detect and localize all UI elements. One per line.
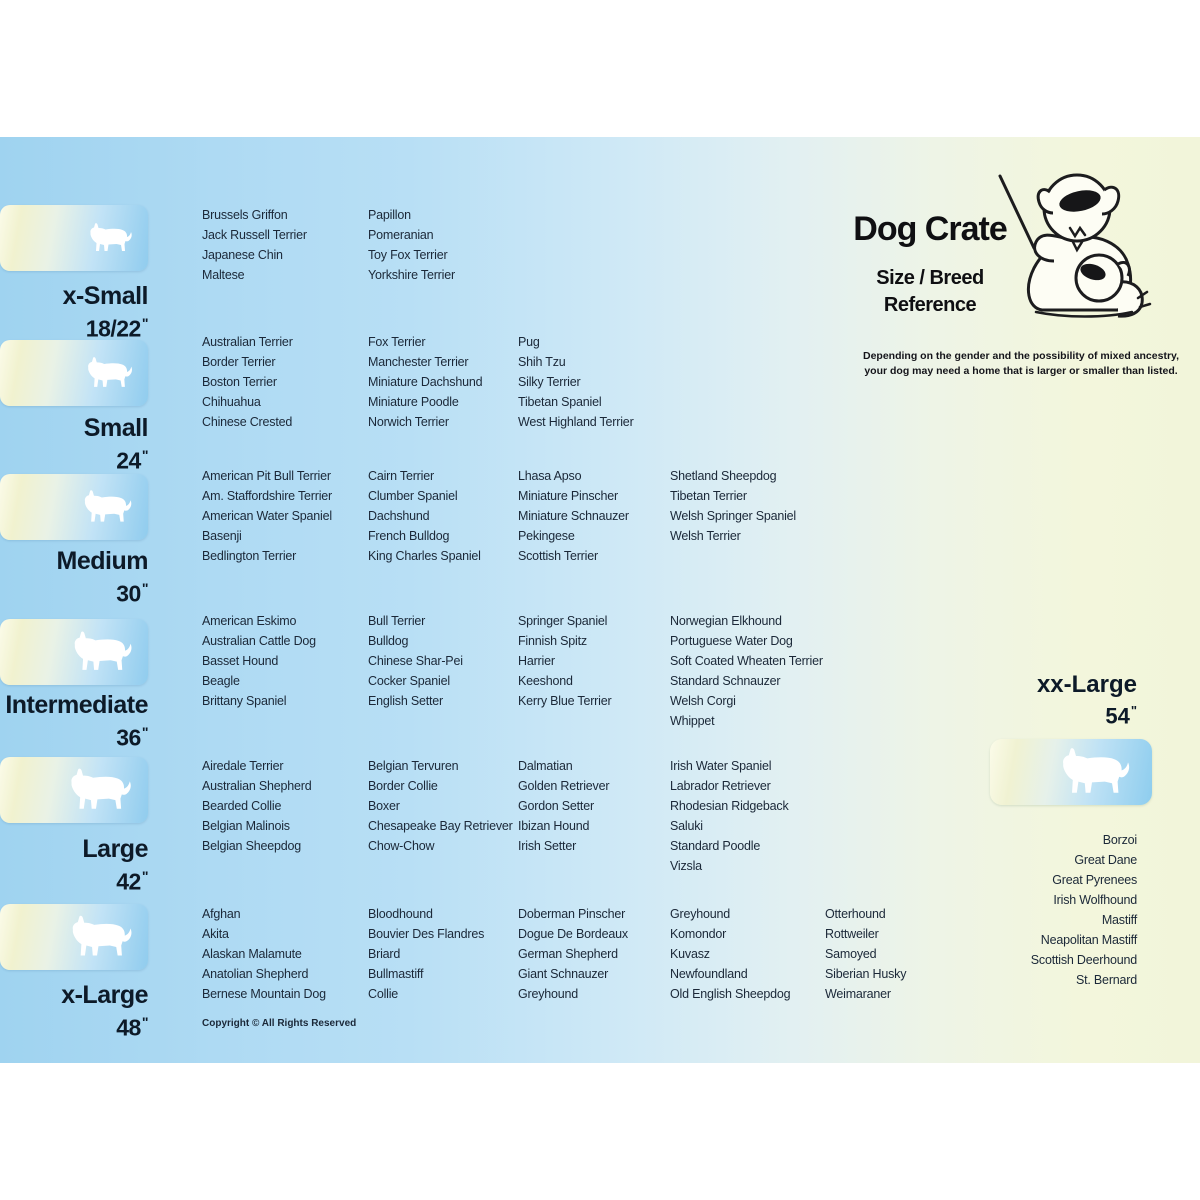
breed-item: Dogue De Bordeaux (518, 927, 628, 941)
size-dimension: 36" (116, 724, 148, 751)
breed-item: Otterhound (825, 907, 886, 921)
breed-column (368, 205, 514, 285)
breed-item: American Eskimo (202, 614, 297, 628)
size-label-xx-large (957, 672, 1137, 729)
breed-item: Standard Schnauzer (670, 674, 781, 688)
breed-item: Alaskan Malamute (202, 947, 302, 961)
breed-item: Old English Sheepdog (670, 987, 791, 1001)
breed-item: Australian Cattle Dog (202, 634, 316, 648)
page-subtitle-line1: Size / Breed (876, 267, 984, 289)
breed-item: Belgian Sheepdog (202, 839, 301, 853)
breed-item: Chesapeake Bay Retriever (368, 819, 513, 833)
breed-item: Miniature Poodle (368, 395, 459, 409)
breed-column (202, 904, 364, 1004)
breed-item: Siberian Husky (825, 967, 907, 981)
breed-item: Norwegian Elkhound (670, 614, 782, 628)
breed-item: Anatolian Shepherd (202, 967, 309, 981)
size-dimension: 54" (1105, 703, 1137, 729)
breed-item: Afghan (202, 907, 241, 921)
breed-item: Yorkshire Terrier (368, 268, 455, 282)
breed-item: Shih Tzu (518, 355, 566, 369)
breed-column (368, 466, 514, 566)
breed-item: Dachshund (368, 509, 430, 523)
breed-column (670, 756, 850, 876)
breed-item: Chinese Shar-Pei (368, 654, 463, 668)
breed-item: German Shepherd (518, 947, 618, 961)
breed-item: Welsh Springer Spaniel (670, 509, 796, 523)
breed-column (368, 756, 514, 856)
disclaimer-line2: your dog may need a home that is larger or smaller than listed. (864, 365, 1178, 377)
breed-item: Bull Terrier (368, 614, 426, 628)
size-badge-x-small (0, 205, 148, 271)
breed-item: Scottish Deerhound (1030, 953, 1137, 967)
breed-item: Springer Spaniel (518, 614, 608, 628)
size-badge-x-large (0, 904, 148, 970)
inch-mark: " (141, 1014, 148, 1030)
breed-item: St. Bernard (1075, 973, 1137, 987)
breed-item: Lhasa Apso (518, 469, 582, 483)
size-dimension: 24" (116, 447, 148, 474)
breed-item: King Charles Spaniel (368, 549, 481, 563)
breed-item: Dalmatian (518, 759, 573, 773)
breed-item: Norwich Terrier (368, 415, 449, 429)
breed-column (518, 904, 670, 1004)
breed-item: English Setter (368, 694, 444, 708)
breed-item: Border Terrier (202, 355, 276, 369)
size-label-intermediate (0, 692, 148, 751)
breed-column (202, 756, 364, 856)
breed-item: Borzoi (1102, 833, 1137, 847)
breed-column (202, 466, 364, 566)
breed-item: Brussels Griffon (202, 208, 288, 222)
breed-item: Standard Poodle (670, 839, 761, 853)
breed-item: Mastiff (1101, 913, 1137, 927)
breed-column (202, 611, 364, 711)
dog-silhouette-icon (72, 630, 134, 674)
disclaimer-line1: Depending on the gender and the possibility of mixed ancestry, (862, 350, 1180, 362)
inch-mark: " (141, 315, 148, 331)
size-label-x-small (0, 283, 148, 342)
size-badge-medium (0, 474, 148, 540)
breed-item: Airedale Terrier (202, 759, 284, 773)
breed-item: Chow-Chow (368, 839, 435, 853)
breed-item: Chinese Crested (202, 415, 293, 429)
breed-column (368, 332, 514, 432)
breed-item: Bearded Collie (202, 799, 282, 813)
breed-column (518, 466, 670, 566)
inch-mark: " (141, 724, 148, 740)
breed-item: Belgian Tervuren (368, 759, 459, 773)
breed-item: Newfoundland (670, 967, 748, 981)
breed-item: French Bulldog (368, 529, 450, 543)
breed-item: Scottish Terrier (518, 549, 598, 563)
breed-item: Komondor (670, 927, 727, 941)
breed-column (368, 611, 514, 711)
breed-item: West Highland Terrier (518, 415, 634, 429)
breed-item: Beagle (202, 674, 240, 688)
size-dimension: 30" (116, 580, 148, 607)
size-dimension: 18/22" (85, 315, 148, 342)
breed-item: Keeshond (518, 674, 573, 688)
breed-item: Boston Terrier (202, 375, 277, 389)
breed-item: Am. Staffordshire Terrier (202, 489, 333, 503)
size-label-large (0, 836, 148, 895)
size-name: x-Small (62, 282, 148, 310)
breed-item: Cairn Terrier (368, 469, 434, 483)
breed-column (202, 205, 364, 285)
breed-item: Greyhound (518, 987, 579, 1001)
breed-item: Australian Terrier (202, 335, 293, 349)
breed-item: Finnish Spitz (518, 634, 587, 648)
breed-item: Bullmastiff (368, 967, 424, 981)
breed-item: Australian Shepherd (202, 779, 312, 793)
breed-column (825, 904, 959, 1004)
breed-column (947, 830, 1137, 990)
breed-item: Bedlington Terrier (202, 549, 297, 563)
size-badge-large (0, 757, 148, 823)
breed-item: Chihuahua (202, 395, 261, 409)
copyright-text: Copyright © All Rights Reserved (202, 1018, 357, 1029)
breed-item: Maltese (202, 268, 245, 282)
breed-column (518, 611, 670, 711)
breed-item: Great Dane (1074, 853, 1137, 867)
breed-item: Welsh Terrier (670, 529, 741, 543)
breed-item: Shetland Sheepdog (670, 469, 777, 483)
breed-item: Pug (518, 335, 540, 349)
breed-item: Welsh Corgi (670, 694, 736, 708)
breed-item: Cocker Spaniel (368, 674, 450, 688)
breed-item: Portuguese Water Dog (670, 634, 793, 648)
breed-item: American Pit Bull Terrier (202, 469, 331, 483)
breed-item: Irish Setter (518, 839, 577, 853)
inch-mark: " (141, 447, 148, 463)
breed-item: Pomeranian (368, 228, 434, 242)
size-name: Large (82, 835, 148, 863)
breed-item: Toy Fox Terrier (368, 248, 448, 262)
breed-item: Great Pyrenees (1052, 873, 1137, 887)
size-name: Medium (56, 547, 148, 575)
breed-item: Briard (368, 947, 401, 961)
breed-item: Weimaraner (825, 987, 891, 1001)
size-badge-intermediate (0, 619, 148, 685)
breed-column (368, 904, 514, 1004)
breed-item: Harrier (518, 654, 555, 668)
breed-item: Irish Wolfhound (1053, 893, 1137, 907)
breed-item: Saluki (670, 819, 703, 833)
breed-item: Irish Water Spaniel (670, 759, 772, 773)
size-label-x-large (0, 982, 148, 1041)
size-badge-xx-large (990, 739, 1152, 805)
breed-item: Japanese Chin (202, 248, 283, 262)
size-name: x-Large (61, 981, 148, 1009)
breed-item: Boxer (368, 799, 400, 813)
breed-item: Kerry Blue Terrier (518, 694, 612, 708)
breed-item: Labrador Retriever (670, 779, 771, 793)
breed-item: Collie (368, 987, 399, 1001)
breed-column (670, 904, 850, 1004)
breed-item: Pekingese (518, 529, 575, 543)
size-name: Small (83, 414, 148, 442)
breed-item: Miniature Dachshund (368, 375, 483, 389)
dog-silhouette-icon (70, 914, 134, 960)
breed-item: Golden Retriever (518, 779, 610, 793)
breed-item: Manchester Terrier (368, 355, 469, 369)
breed-item: Silky Terrier (518, 375, 581, 389)
teacher-dog-illustration (980, 168, 1170, 320)
breed-item: Greyhound (670, 907, 731, 921)
breed-column (518, 756, 670, 856)
breed-item: Bouvier Des Flandres (368, 927, 485, 941)
inch-mark: " (141, 868, 148, 884)
breed-group-xx-large (947, 830, 1137, 990)
page-title: Dog Crate (853, 210, 1007, 248)
breed-item: Basset Hound (202, 654, 279, 668)
disclaimer-text (843, 349, 1199, 379)
breed-item: Tibetan Spaniel (518, 395, 602, 409)
dog-silhouette-icon (88, 222, 134, 254)
dog-silhouette-icon (68, 767, 134, 813)
dog-silhouette-icon (82, 489, 134, 525)
page-subtitle-line2: Reference (883, 294, 977, 316)
size-dimension: 42" (116, 868, 148, 895)
inch-mark: " (1130, 703, 1137, 718)
breed-item: Rhodesian Ridgeback (670, 799, 789, 813)
breed-item: Bernese Mountain Dog (202, 987, 326, 1001)
breed-item: Jack Russell Terrier (202, 228, 307, 242)
breed-item: Soft Coated Wheaten Terrier (670, 654, 823, 668)
breed-item: Clumber Spaniel (368, 489, 458, 503)
size-name: xx-Large (1036, 671, 1137, 698)
size-name: Intermediate (5, 691, 148, 719)
inch-mark: " (141, 580, 148, 596)
breed-item: Miniature Pinscher (518, 489, 618, 503)
breed-item: Brittany Spaniel (202, 694, 287, 708)
breed-column (202, 332, 364, 432)
breed-item: Vizsla (670, 859, 702, 873)
breed-item: American Water Spaniel (202, 509, 332, 523)
breed-item: Papillon (368, 208, 411, 222)
breed-item: Basenji (202, 529, 242, 543)
breed-item: Fox Terrier (368, 335, 426, 349)
breed-column (518, 332, 670, 432)
breed-item: Kuvasz (670, 947, 710, 961)
dog-silhouette-icon (1060, 746, 1132, 798)
breed-item: Tibetan Terrier (670, 489, 747, 503)
breed-item: Bulldog (368, 634, 409, 648)
breed-column (670, 611, 850, 731)
breed-item: Gordon Setter (518, 799, 594, 813)
breed-item: Ibizan Hound (518, 819, 590, 833)
breed-item: Bloodhound (368, 907, 433, 921)
breed-item: Neapolitan Mastiff (1040, 933, 1137, 947)
breed-item: Doberman Pinscher (518, 907, 626, 921)
breed-item: Miniature Schnauzer (518, 509, 629, 523)
size-badge-small (0, 340, 148, 406)
size-dimension: 48" (116, 1014, 148, 1041)
breed-item: Rottweiler (825, 927, 879, 941)
breed-item: Akita (202, 927, 229, 941)
breed-item: Giant Schnauzer (518, 967, 609, 981)
size-label-small (0, 415, 148, 474)
breed-item: Belgian Malinois (202, 819, 290, 833)
dog-silhouette-icon (86, 356, 134, 390)
breed-item: Whippet (670, 714, 715, 728)
breed-column (670, 466, 850, 546)
size-label-medium (0, 548, 148, 607)
breed-item: Border Collie (368, 779, 438, 793)
breed-item: Samoyed (825, 947, 877, 961)
